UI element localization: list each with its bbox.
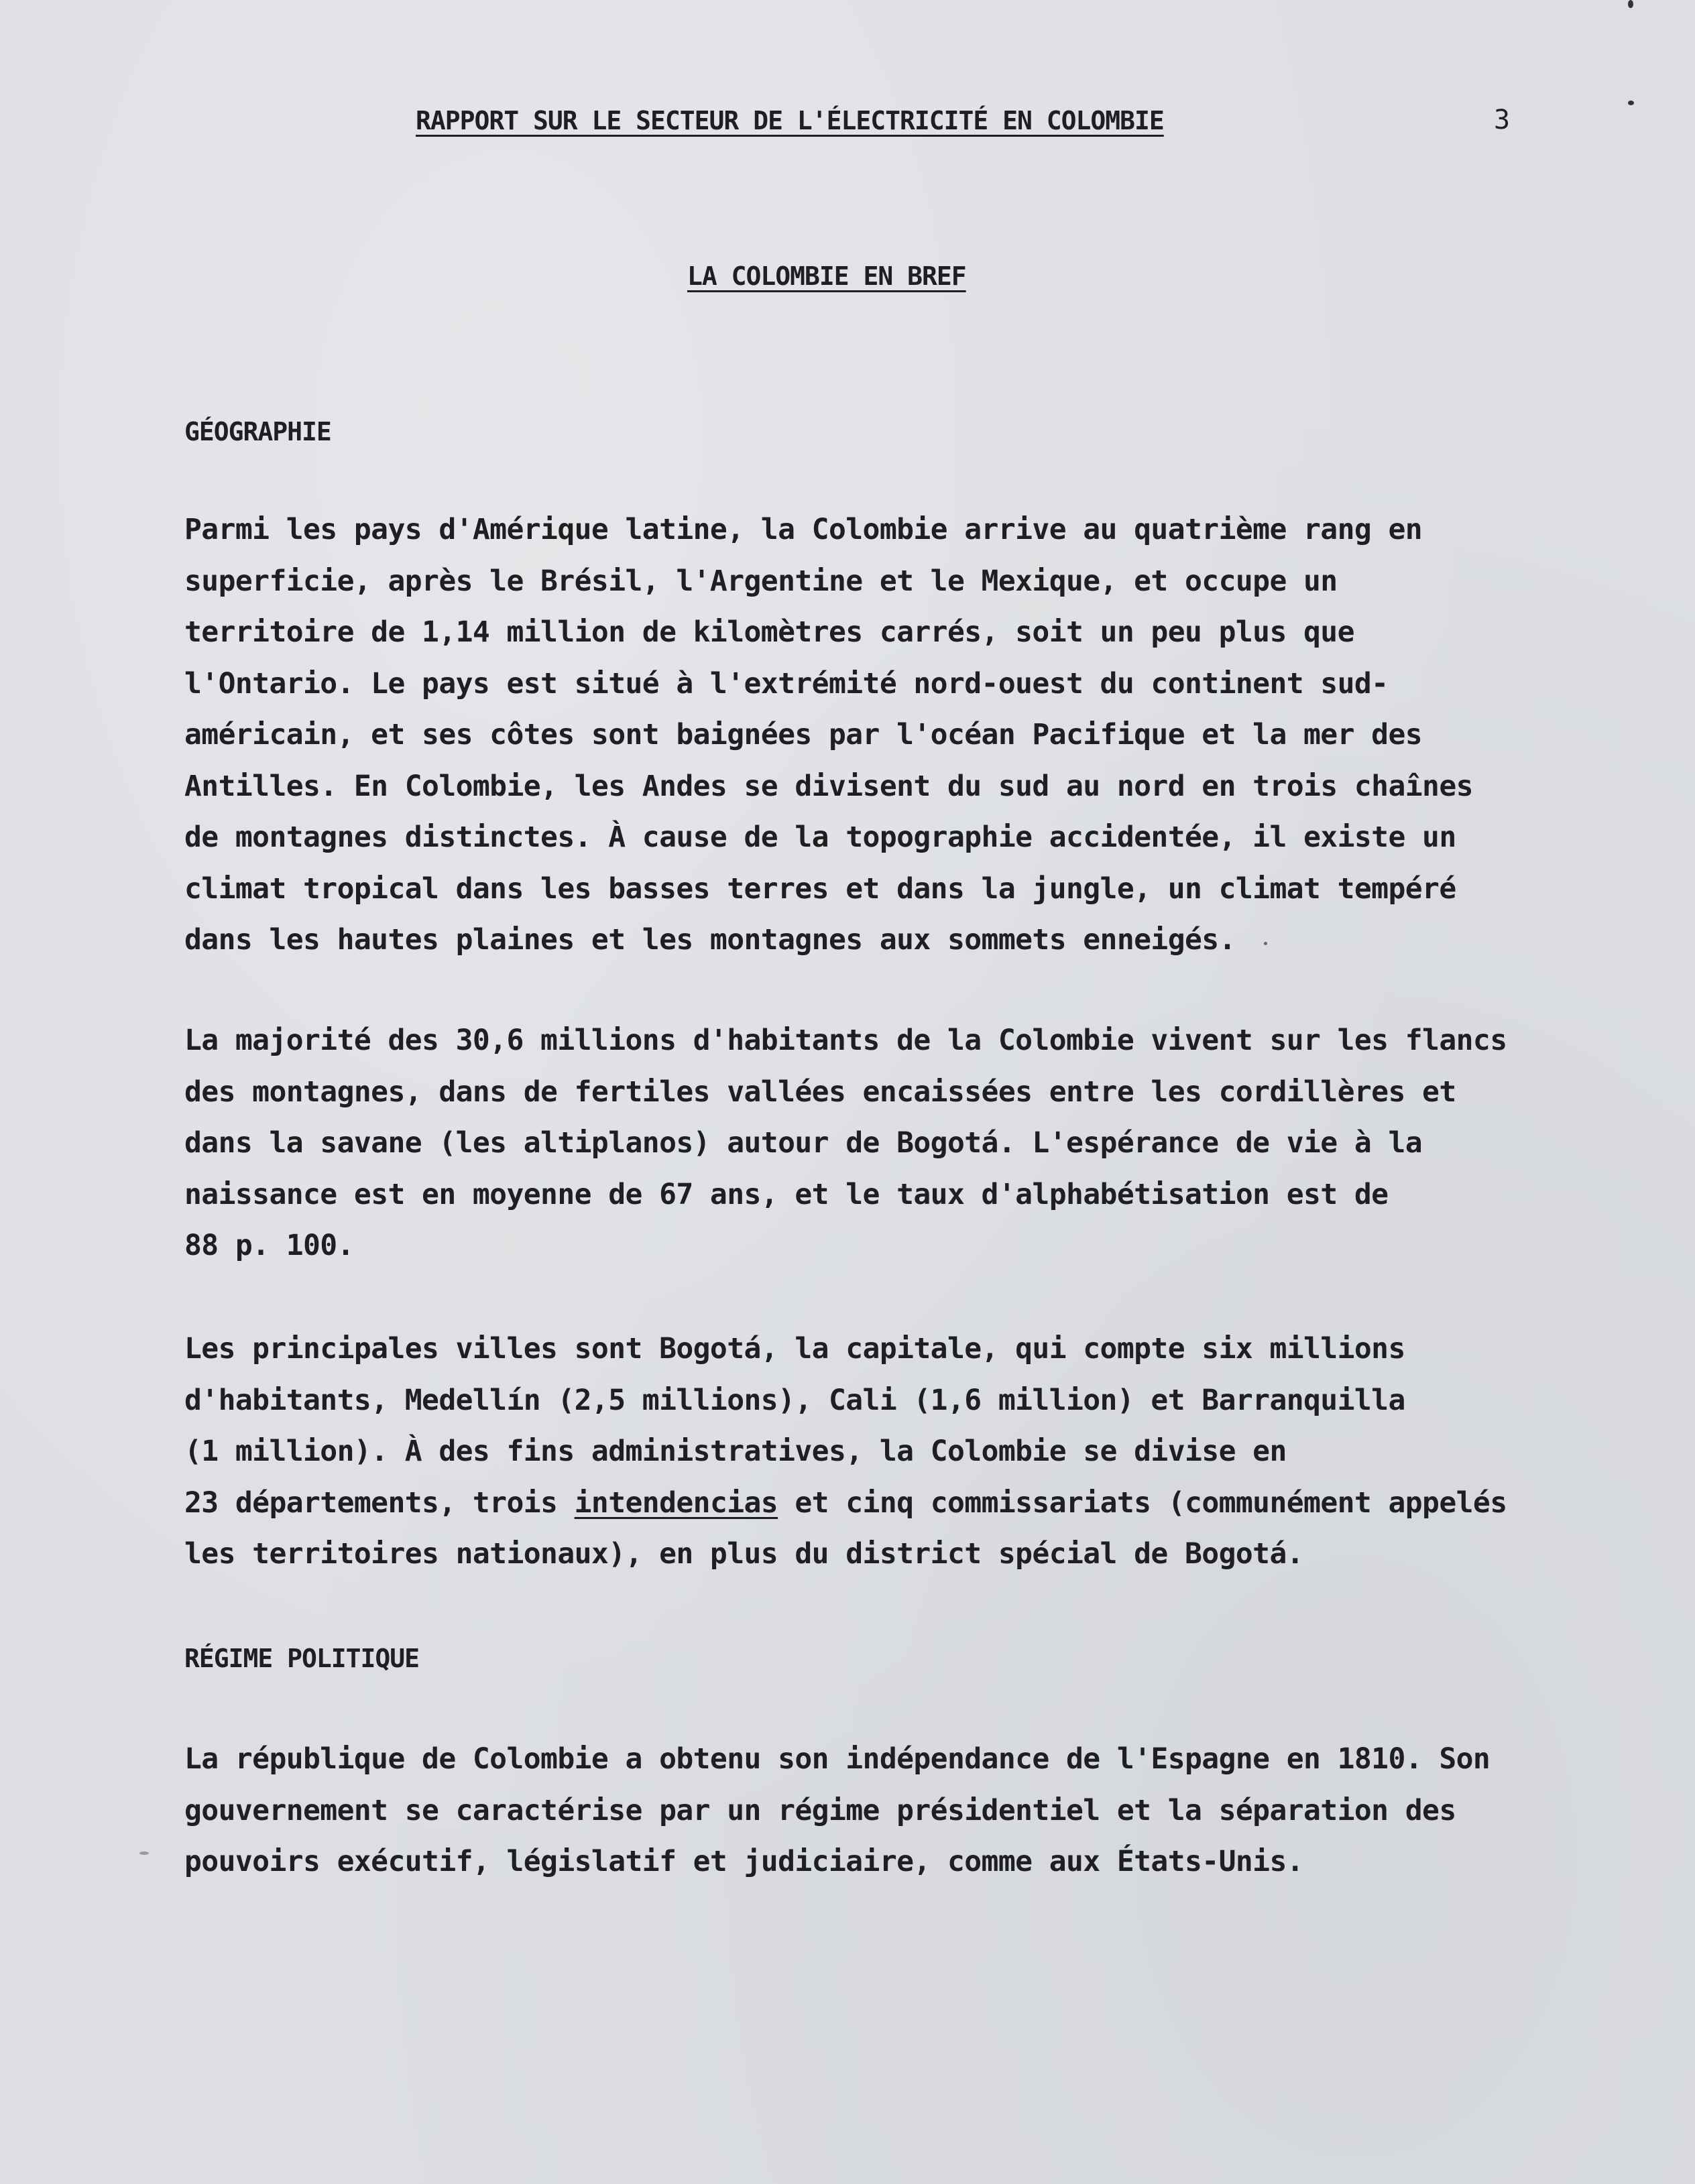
heading-regime-politique: RÉGIME POLITIQUE [184, 1644, 420, 1673]
text-line: naissance est en moyenne de 67 ans, et le taux d'alphabétisation est de [184, 1177, 1389, 1211]
text-line: pouvoirs exécutif, législatif et judiciaire, comme aux États-Unis. [184, 1845, 1304, 1878]
report-header-title: RAPPORT SUR LE SECTEUR DE L'ÉLECTRICITÉ EN COLOMBIE [416, 106, 1164, 135]
text-line: des montagnes, dans de fertiles vallées encaissées entre les cordillères et [184, 1075, 1456, 1109]
text-line: américain, et ses côtes sont baignées par l'océan Pacifique et la mer des [184, 718, 1423, 751]
text-line: Antilles. En Colombie, les Andes se divisent du sud au nord en trois chaînes [184, 769, 1473, 803]
paper-speck [1628, 0, 1633, 8]
text-line: de montagnes distinctes. À cause de la topographie accidentée, il existe un [184, 821, 1456, 854]
heading-geographie: GÉOGRAPHIE [184, 417, 331, 446]
text-line: gouvernement se caractérise par un régime présidentiel et la séparation des [184, 1793, 1456, 1827]
text-line: territoire de 1,14 million de kilomètres carrés, soit un peu plus que [184, 615, 1354, 649]
section-title: LA COLOMBIE EN BREF [687, 261, 966, 291]
text-line [184, 1477, 1539, 1529]
paper-speck [1628, 101, 1634, 105]
text-segment: et cinq commissariats (communément appelés [778, 1485, 1507, 1520]
paper-speck [1264, 942, 1267, 945]
text-line: La république de Colombie a obtenu son indépendance de l'Espagne en 1810. Son [184, 1742, 1491, 1776]
text-line: Parmi les pays d'Amérique latine, la Colombie arrive au quatrième rang en [184, 513, 1423, 546]
text-line: climat tropical dans les basses terres et dans la jungle, un climat tempéré [184, 871, 1456, 906]
page-number: 3 [1494, 105, 1511, 135]
text-line: La majorité des 30,6 millions d'habitants de la Colombie vivent sur les flancs [184, 1024, 1507, 1057]
text-line: superficie, après le Brésil, l'Argentine et le Mexique, et occupe un [184, 564, 1338, 598]
text-line: (1 million). À des fins administratives, la Colombie se divise en [184, 1435, 1287, 1468]
text-line: les territoires nationaux), en plus du district spécial de Bogotá. [184, 1537, 1304, 1571]
paragraph-geographie-2 [184, 1015, 1539, 1272]
text-line: 88 p. 100. [184, 1229, 354, 1262]
paragraph-geographie-3 [184, 1323, 1539, 1580]
text-line: dans la savane (les altiplanos) autour de Bogotá. L'espérance de vie à la [184, 1126, 1423, 1160]
text-line: dans les hautes plaines et les montagnes aux sommets enneigés. [184, 923, 1236, 957]
text-line: d'habitants, Medellín (2,5 millions), Cali (1,6 million) et Barranquilla [184, 1383, 1405, 1417]
paragraph-geographie-1 [184, 504, 1539, 966]
underlined-term-intendencias: intendencias [574, 1485, 778, 1520]
text-line: Les principales villes sont Bogotá, la capitale, qui compte six millions [184, 1332, 1405, 1366]
paper-speck [139, 1852, 149, 1855]
text-line: l'Ontario. Le pays est situé à l'extrémité nord-ouest du continent sud- [184, 666, 1389, 701]
text-segment: 23 départements, trois [184, 1485, 575, 1520]
paragraph-regime-politique [184, 1734, 1539, 1888]
